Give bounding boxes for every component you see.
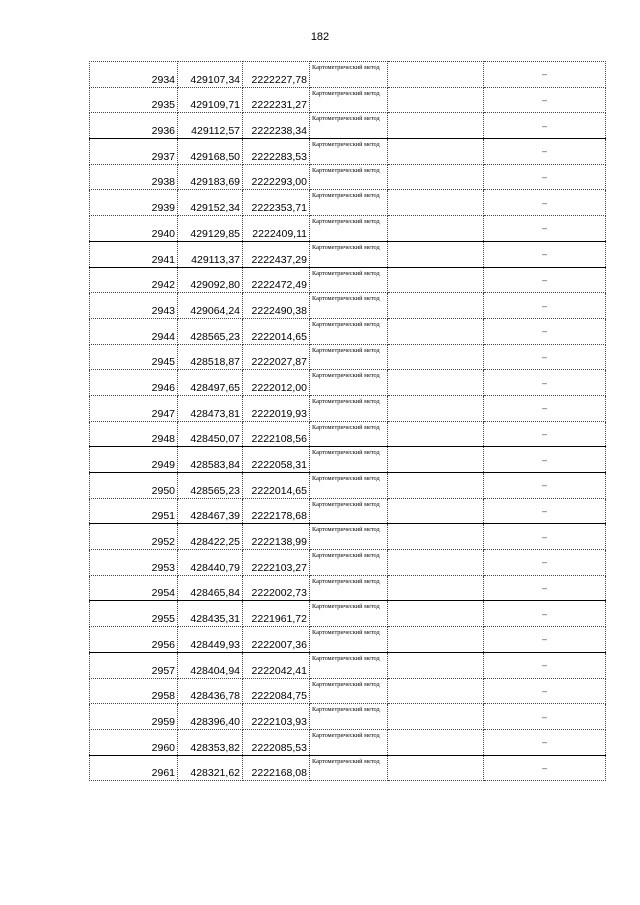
x-coordinate-cell: 429092,80 xyxy=(178,267,243,293)
point-number-cell: 2938 xyxy=(90,164,178,190)
table-row xyxy=(90,678,606,704)
x-coordinate-cell: 428467,39 xyxy=(178,498,243,524)
y-coordinate-cell: 2222490,38 xyxy=(243,293,310,319)
x-coordinate-cell: 428518,87 xyxy=(178,344,243,370)
empty-cell xyxy=(388,575,484,601)
empty-cell xyxy=(388,704,484,730)
method-cell: Картометрический метод xyxy=(310,421,388,447)
y-coordinate-cell: 2222002,73 xyxy=(243,575,310,601)
point-number-cell: 2948 xyxy=(90,421,178,447)
method-cell: Картометрический метод xyxy=(310,473,388,499)
note-cell: – xyxy=(484,241,606,267)
note-cell: – xyxy=(484,190,606,216)
y-coordinate-cell: 2222019,93 xyxy=(243,395,310,421)
point-number-cell: 2947 xyxy=(90,395,178,421)
coordinates-table xyxy=(89,61,606,781)
note-cell: – xyxy=(484,293,606,319)
empty-cell xyxy=(388,267,484,293)
point-number-cell: 2942 xyxy=(90,267,178,293)
method-cell: Картометрический метод xyxy=(310,139,388,165)
empty-cell xyxy=(388,550,484,576)
point-number-cell: 2944 xyxy=(90,318,178,344)
y-coordinate-cell: 2222042,41 xyxy=(243,652,310,678)
empty-cell xyxy=(388,241,484,267)
table-row xyxy=(90,267,606,293)
method-cell: Картометрический метод xyxy=(310,293,388,319)
y-coordinate-cell: 2222409,11 xyxy=(243,216,310,242)
x-coordinate-cell: 429129,85 xyxy=(178,216,243,242)
y-coordinate-cell: 2222472,49 xyxy=(243,267,310,293)
x-coordinate-cell: 428353,82 xyxy=(178,729,243,755)
note-cell: – xyxy=(484,473,606,499)
x-coordinate-cell: 428583,84 xyxy=(178,447,243,473)
method-cell: Картометрический метод xyxy=(310,498,388,524)
method-cell: Картометрический метод xyxy=(310,575,388,601)
empty-cell xyxy=(388,395,484,421)
method-cell: Картометрический метод xyxy=(310,113,388,139)
x-coordinate-cell: 428565,23 xyxy=(178,473,243,499)
y-coordinate-cell: 2222103,27 xyxy=(243,550,310,576)
method-cell: Картометрический метод xyxy=(310,524,388,550)
point-number-cell: 2960 xyxy=(90,729,178,755)
y-coordinate-cell: 2222168,08 xyxy=(243,755,310,781)
method-cell: Картометрический метод xyxy=(310,216,388,242)
table-row xyxy=(90,113,606,139)
note-cell: – xyxy=(484,704,606,730)
coordinates-table-body xyxy=(90,62,606,781)
method-cell: Картометрический метод xyxy=(310,62,388,88)
x-coordinate-cell: 428321,62 xyxy=(178,755,243,781)
x-coordinate-cell: 429113,37 xyxy=(178,241,243,267)
x-coordinate-cell: 428440,79 xyxy=(178,550,243,576)
table-row xyxy=(90,164,606,190)
note-cell: – xyxy=(484,627,606,653)
y-coordinate-cell: 2222007,36 xyxy=(243,627,310,653)
y-coordinate-cell: 2222014,65 xyxy=(243,473,310,499)
x-coordinate-cell: 428422,25 xyxy=(178,524,243,550)
table-row xyxy=(90,601,606,627)
method-cell: Картометрический метод xyxy=(310,652,388,678)
empty-cell xyxy=(388,370,484,396)
method-cell: Картометрический метод xyxy=(310,190,388,216)
method-cell: Картометрический метод xyxy=(310,318,388,344)
note-cell: – xyxy=(484,729,606,755)
note-cell: – xyxy=(484,395,606,421)
x-coordinate-cell: 429107,34 xyxy=(178,62,243,88)
point-number-cell: 2956 xyxy=(90,627,178,653)
empty-cell xyxy=(388,498,484,524)
empty-cell xyxy=(388,87,484,113)
y-coordinate-cell: 2221961,72 xyxy=(243,601,310,627)
table-row xyxy=(90,575,606,601)
y-coordinate-cell: 2222353,71 xyxy=(243,190,310,216)
point-number-cell: 2961 xyxy=(90,755,178,781)
table-row xyxy=(90,652,606,678)
note-cell: – xyxy=(484,267,606,293)
note-cell: – xyxy=(484,524,606,550)
y-coordinate-cell: 2222138,99 xyxy=(243,524,310,550)
point-number-cell: 2941 xyxy=(90,241,178,267)
table-row xyxy=(90,62,606,88)
x-coordinate-cell: 429109,71 xyxy=(178,87,243,113)
point-number-cell: 2936 xyxy=(90,113,178,139)
table-row xyxy=(90,627,606,653)
empty-cell xyxy=(388,755,484,781)
x-coordinate-cell: 428449,93 xyxy=(178,627,243,653)
y-coordinate-cell: 2222283,53 xyxy=(243,139,310,165)
point-number-cell: 2943 xyxy=(90,293,178,319)
y-coordinate-cell: 2222238,34 xyxy=(243,113,310,139)
method-cell: Картометрический метод xyxy=(310,729,388,755)
empty-cell xyxy=(388,447,484,473)
y-coordinate-cell: 2222012,00 xyxy=(243,370,310,396)
point-number-cell: 2945 xyxy=(90,344,178,370)
empty-cell xyxy=(388,62,484,88)
note-cell: – xyxy=(484,447,606,473)
point-number-cell: 2951 xyxy=(90,498,178,524)
table-row xyxy=(90,318,606,344)
point-number-cell: 2957 xyxy=(90,652,178,678)
note-cell: – xyxy=(484,755,606,781)
point-number-cell: 2935 xyxy=(90,87,178,113)
y-coordinate-cell: 2222227,78 xyxy=(243,62,310,88)
note-cell: – xyxy=(484,678,606,704)
table-row xyxy=(90,473,606,499)
table-row xyxy=(90,395,606,421)
empty-cell xyxy=(388,190,484,216)
empty-cell xyxy=(388,139,484,165)
method-cell: Картометрический метод xyxy=(310,241,388,267)
note-cell: – xyxy=(484,139,606,165)
note-cell: – xyxy=(484,421,606,447)
x-coordinate-cell: 428565,23 xyxy=(178,318,243,344)
method-cell: Картометрический метод xyxy=(310,755,388,781)
table-row xyxy=(90,139,606,165)
table-row xyxy=(90,293,606,319)
x-coordinate-cell: 429112,57 xyxy=(178,113,243,139)
method-cell: Картометрический метод xyxy=(310,601,388,627)
method-cell: Картометрический метод xyxy=(310,678,388,704)
method-cell: Картометрический метод xyxy=(310,267,388,293)
empty-cell xyxy=(388,627,484,653)
x-coordinate-cell: 428473,81 xyxy=(178,395,243,421)
empty-cell xyxy=(388,113,484,139)
y-coordinate-cell: 2222231,27 xyxy=(243,87,310,113)
point-number-cell: 2952 xyxy=(90,524,178,550)
y-coordinate-cell: 2222084,75 xyxy=(243,678,310,704)
y-coordinate-cell: 2222293,00 xyxy=(243,164,310,190)
y-coordinate-cell: 2222178,68 xyxy=(243,498,310,524)
point-number-cell: 2958 xyxy=(90,678,178,704)
point-number-cell: 2934 xyxy=(90,62,178,88)
x-coordinate-cell: 428436,78 xyxy=(178,678,243,704)
note-cell: – xyxy=(484,344,606,370)
note-cell: – xyxy=(484,318,606,344)
note-cell: – xyxy=(484,113,606,139)
method-cell: Картометрический метод xyxy=(310,164,388,190)
empty-cell xyxy=(388,652,484,678)
note-cell: – xyxy=(484,498,606,524)
table-row xyxy=(90,370,606,396)
x-coordinate-cell: 428396,40 xyxy=(178,704,243,730)
note-cell: – xyxy=(484,216,606,242)
table-row xyxy=(90,755,606,781)
table-row xyxy=(90,190,606,216)
y-coordinate-cell: 2222437,29 xyxy=(243,241,310,267)
x-coordinate-cell: 429168,50 xyxy=(178,139,243,165)
y-coordinate-cell: 2222014,65 xyxy=(243,318,310,344)
empty-cell xyxy=(388,216,484,242)
empty-cell xyxy=(388,421,484,447)
x-coordinate-cell: 429152,34 xyxy=(178,190,243,216)
x-coordinate-cell: 428404,94 xyxy=(178,652,243,678)
x-coordinate-cell: 428450,07 xyxy=(178,421,243,447)
note-cell: – xyxy=(484,164,606,190)
empty-cell xyxy=(388,344,484,370)
note-cell: – xyxy=(484,62,606,88)
empty-cell xyxy=(388,729,484,755)
table-row xyxy=(90,87,606,113)
method-cell: Картометрический метод xyxy=(310,447,388,473)
method-cell: Картометрический метод xyxy=(310,370,388,396)
x-coordinate-cell: 429183,69 xyxy=(178,164,243,190)
y-coordinate-cell: 2222027,87 xyxy=(243,344,310,370)
table-row xyxy=(90,241,606,267)
note-cell: – xyxy=(484,601,606,627)
table-row xyxy=(90,550,606,576)
point-number-cell: 2940 xyxy=(90,216,178,242)
table-row xyxy=(90,704,606,730)
table-row xyxy=(90,421,606,447)
method-cell: Картометрический метод xyxy=(310,627,388,653)
x-coordinate-cell: 428465,84 xyxy=(178,575,243,601)
y-coordinate-cell: 2222085,53 xyxy=(243,729,310,755)
point-number-cell: 2955 xyxy=(90,601,178,627)
point-number-cell: 2959 xyxy=(90,704,178,730)
empty-cell xyxy=(388,318,484,344)
page-number: 182 xyxy=(310,31,330,43)
empty-cell xyxy=(388,601,484,627)
note-cell: – xyxy=(484,87,606,113)
note-cell: – xyxy=(484,652,606,678)
note-cell: – xyxy=(484,550,606,576)
x-coordinate-cell: 428435,31 xyxy=(178,601,243,627)
table-row xyxy=(90,447,606,473)
table-row xyxy=(90,729,606,755)
empty-cell xyxy=(388,164,484,190)
note-cell: – xyxy=(484,370,606,396)
x-coordinate-cell: 428497,65 xyxy=(178,370,243,396)
empty-cell xyxy=(388,524,484,550)
y-coordinate-cell: 2222058,31 xyxy=(243,447,310,473)
point-number-cell: 2953 xyxy=(90,550,178,576)
table-row xyxy=(90,524,606,550)
point-number-cell: 2937 xyxy=(90,139,178,165)
point-number-cell: 2946 xyxy=(90,370,178,396)
method-cell: Картометрический метод xyxy=(310,87,388,113)
table-row xyxy=(90,216,606,242)
table-row xyxy=(90,498,606,524)
method-cell: Картометрический метод xyxy=(310,344,388,370)
empty-cell xyxy=(388,293,484,319)
x-coordinate-cell: 429064,24 xyxy=(178,293,243,319)
empty-cell xyxy=(388,473,484,499)
y-coordinate-cell: 2222108,56 xyxy=(243,421,310,447)
y-coordinate-cell: 2222103,93 xyxy=(243,704,310,730)
note-cell: – xyxy=(484,575,606,601)
point-number-cell: 2939 xyxy=(90,190,178,216)
table-row xyxy=(90,344,606,370)
method-cell: Картометрический метод xyxy=(310,550,388,576)
point-number-cell: 2950 xyxy=(90,473,178,499)
method-cell: Картометрический метод xyxy=(310,704,388,730)
point-number-cell: 2949 xyxy=(90,447,178,473)
method-cell: Картометрический метод xyxy=(310,395,388,421)
empty-cell xyxy=(388,678,484,704)
point-number-cell: 2954 xyxy=(90,575,178,601)
